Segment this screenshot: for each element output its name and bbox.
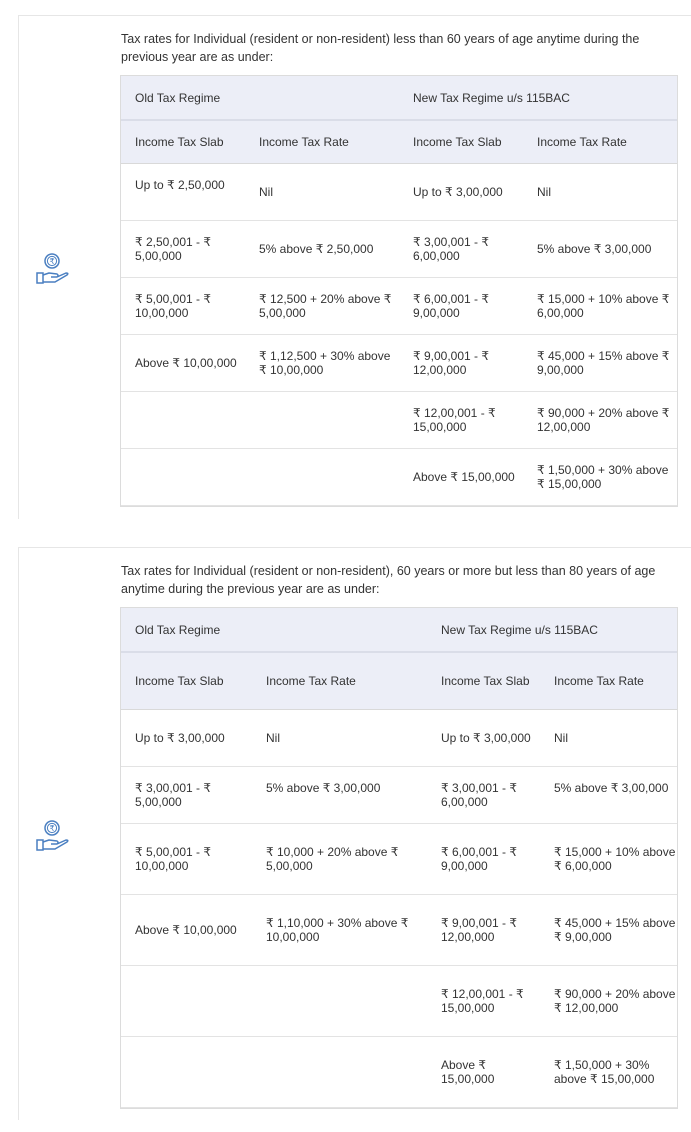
table-cell — [245, 391, 399, 448]
table-cell: ₹ 45,000 + 15% above ₹ 9,00,000 — [523, 334, 677, 391]
table-cell: Above ₹ 15,00,000 — [427, 1036, 540, 1107]
table-cell: ₹ 1,50,000 + 30% above ₹ 15,00,000 — [540, 1036, 677, 1107]
old-regime-heading: Old Tax Regime — [121, 608, 427, 652]
table-cell: ₹ 6,00,001 - ₹ 9,00,000 — [427, 823, 540, 894]
column-header: Income Tax Rate — [523, 120, 677, 163]
tax-table — [121, 76, 677, 506]
table-cell: ₹ 3,00,001 - ₹ 6,00,000 — [427, 766, 540, 823]
column-header: Income Tax Slab — [121, 120, 245, 163]
table-cell: ₹ 9,00,001 - ₹ 12,00,000 — [399, 334, 523, 391]
table-cell: ₹ 15,000 + 10% above ₹ 6,00,000 — [540, 823, 677, 894]
table-row — [121, 965, 677, 1036]
table-row — [121, 709, 677, 766]
table-cell: ₹ 1,50,000 + 30% above ₹ 15,00,000 — [523, 448, 677, 505]
table-row — [121, 1036, 677, 1107]
table-row — [121, 220, 677, 277]
table-cell: ₹ 10,000 + 20% above ₹ 5,00,000 — [252, 823, 427, 894]
column-header: Income Tax Slab — [427, 652, 540, 709]
table-cell: ₹ 5,00,001 - ₹ 10,00,000 — [121, 823, 252, 894]
table-cell — [121, 1036, 252, 1107]
table-cell: Up to ₹ 3,00,000 — [427, 709, 540, 766]
table-cell: Nil — [245, 163, 399, 220]
table-cell — [121, 448, 245, 505]
table-cell: 5% above ₹ 2,50,000 — [245, 220, 399, 277]
table-cell — [252, 1036, 427, 1107]
table-cell: 5% above ₹ 3,00,000 — [540, 766, 677, 823]
table-cell: ₹ 1,12,500 + 30% above ₹ 10,00,000 — [245, 334, 399, 391]
table-cell: ₹ 3,00,001 - ₹ 6,00,000 — [399, 220, 523, 277]
table-row — [121, 894, 677, 965]
column-header: Income Tax Slab — [121, 652, 252, 709]
table-row — [121, 448, 677, 505]
table-cell: ₹ 90,000 + 20% above ₹ 12,00,000 — [523, 391, 677, 448]
table-cell: Up to ₹ 3,00,000 — [399, 163, 523, 220]
table-row — [121, 334, 677, 391]
table-cell: ₹ 1,10,000 + 30% above ₹ 10,00,000 — [252, 894, 427, 965]
table-cell: ₹ 12,500 + 20% above ₹ 5,00,000 — [245, 277, 399, 334]
table-row — [121, 391, 677, 448]
table-cell: Above ₹ 15,00,000 — [399, 448, 523, 505]
table-cell: ₹ 12,00,001 - ₹ 15,00,000 — [399, 391, 523, 448]
table-row — [121, 823, 677, 894]
svg-text:₹: ₹ — [49, 257, 55, 266]
tax-table — [121, 608, 677, 1108]
table-cell: ₹ 9,00,001 - ₹ 12,00,000 — [427, 894, 540, 965]
new-regime-heading: New Tax Regime u/s 115BAC — [427, 608, 677, 652]
table-cell: ₹ 6,00,001 - ₹ 9,00,000 — [399, 277, 523, 334]
table-cell: ₹ 90,000 + 20% above ₹ 12,00,000 — [540, 965, 677, 1036]
rupee-hand-icon — [35, 252, 71, 286]
old-regime-heading: Old Tax Regime — [121, 76, 399, 120]
svg-text:₹: ₹ — [49, 824, 55, 833]
table-cell — [121, 965, 252, 1036]
tax-card-60-to-80 — [18, 547, 691, 1120]
table-row — [121, 277, 677, 334]
column-header: Income Tax Rate — [245, 120, 399, 163]
table-cell — [252, 965, 427, 1036]
table-cell: 5% above ₹ 3,00,000 — [523, 220, 677, 277]
tax-card-below-60 — [18, 15, 691, 519]
column-header: Income Tax Slab — [399, 120, 523, 163]
table-row — [121, 766, 677, 823]
table-cell — [245, 448, 399, 505]
table-cell: ₹ 3,00,001 - ₹ 5,00,000 — [121, 766, 252, 823]
table-cell: ₹ 5,00,001 - ₹ 10,00,000 — [121, 277, 245, 334]
table-cell: Above ₹ 10,00,000 — [121, 334, 245, 391]
new-regime-heading: New Tax Regime u/s 115BAC — [399, 76, 677, 120]
table-row — [121, 163, 677, 220]
table-cell: ₹ 2,50,001 - ₹ 5,00,000 — [121, 220, 245, 277]
table-cell: ₹ 45,000 + 15% above ₹ 9,00,000 — [540, 894, 677, 965]
table-cell: ₹ 12,00,001 - ₹ 15,00,000 — [427, 965, 540, 1036]
table-cell: Up to ₹ 2,50,000 — [121, 163, 245, 220]
table-cell: Nil — [523, 163, 677, 220]
table-cell: Nil — [252, 709, 427, 766]
column-header: Income Tax Rate — [540, 652, 677, 709]
intro-text: Tax rates for Individual (resident or non-resident) less than 60 years of age anytime during the previous year are as under: — [121, 32, 640, 64]
column-header: Income Tax Rate — [252, 652, 427, 709]
table-cell: ₹ 15,000 + 10% above ₹ 6,00,000 — [523, 277, 677, 334]
intro-text: Tax rates for Individual (resident or non-resident), 60 years or more but less than 80 years of age anytime during the previous year are as under: — [121, 564, 656, 596]
rupee-hand-icon — [35, 819, 71, 853]
table-cell: Up to ₹ 3,00,000 — [121, 709, 252, 766]
table-cell: 5% above ₹ 3,00,000 — [252, 766, 427, 823]
table-cell: Nil — [540, 709, 677, 766]
table-cell: Above ₹ 10,00,000 — [121, 894, 252, 965]
table-cell — [121, 391, 245, 448]
